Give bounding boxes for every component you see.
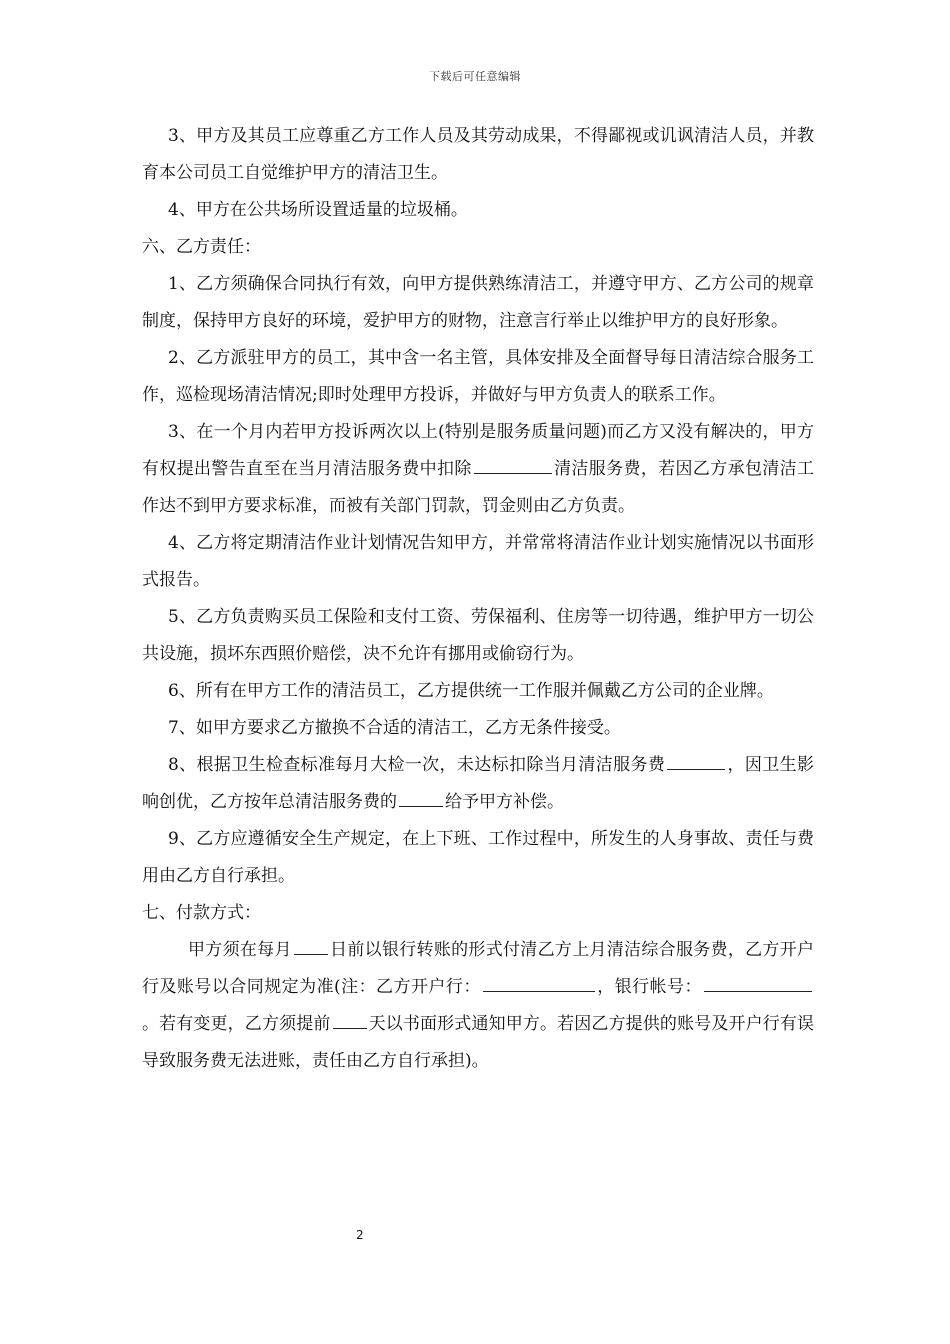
- clause-7-part-a: 甲方须在每月: [188, 940, 292, 960]
- clause-7-part-b: 日前以银行转账的形式付清乙方上月清洁综合服务费，乙方开户行及账号以合同规定为准(注：乙方开户行：: [142, 940, 814, 997]
- clause-6-3-part-b: 清洁服务费，若因乙方承包清洁工作达不到甲方要求标准，而被有关部门罚款，罚金则由乙方负责。: [142, 459, 815, 516]
- clause-7-part-e: 天以书面形式通知甲方。若因乙方提供的账号及开户行有误导致服务费无法进账，责任由乙方自行承担)。: [142, 1014, 815, 1071]
- fill-blank: [294, 953, 328, 955]
- clause-6-8-part-b: ，因卫生影响创优，乙方按年总清洁服务费的: [142, 755, 814, 812]
- clause-6-3-part-a: 3、在一个月内若甲方投诉两次以上(特别是服务质量问题)而乙方又没有解决的，甲方有权提出警告直至在当月清洁服务费中扣除: [142, 422, 814, 479]
- clause-6-5: 5、乙方负责购买员工保险和支付工资、劳保福利、住房等一切待遇，维护甲方一切公共设施，损坏东西照价赔偿，决不允许有挪用或偷窃行为。: [142, 607, 814, 664]
- clause-6-8-part-a: 8、根据卫生检查标准每月大检一次，未达标扣除当月清洁服务费: [168, 755, 666, 775]
- clause-5-3: 3、甲方及其员工应尊重乙方工作人员及其劳动成果，不得鄙视或讥讽清洁人员，并教育本公司员工自觉维护甲方的清洁卫生。: [142, 126, 814, 183]
- clause-6-6: 6、所有在甲方工作的清洁员工，乙方提供统一工作服并佩戴乙方公司的企业牌。: [168, 681, 774, 701]
- fill-blank: [474, 472, 552, 474]
- clause-7-part-c: ，银行帐号：: [596, 977, 703, 997]
- clause-6-4: 4、乙方将定期清洁作业计划情况告知甲方，并常常将清洁作业计划实施情况以书面形式报告。: [142, 533, 814, 590]
- clause-5-4: 4、甲方在公共场所设置适量的垃圾桶。: [168, 200, 468, 220]
- clause-7-part-d: 。若有变更，乙方须提前: [142, 1014, 331, 1034]
- clause-6-7: 7、如甲方要求乙方撤换不合适的清洁工，乙方无条件接受。: [168, 718, 621, 738]
- fill-blank: [667, 768, 725, 770]
- clause-6-3: [142, 414, 814, 525]
- clause-6-8: [142, 747, 814, 821]
- clause-6-9: 9、乙方应遵循安全生产规定，在上下班、工作过程中，所发生的人身事故、责任与费用由乙方自行承担。: [142, 829, 814, 886]
- clause-7-payment: [142, 932, 814, 1080]
- clause-6-1: 1、乙方须确保合同执行有效，向甲方提供熟练清洁工，并遵守甲方、乙方公司的规章制度，保持甲方良好的环境，爱护甲方的财物，注意言行举止以维护甲方的良好形象。: [142, 274, 814, 331]
- fill-blank: [704, 990, 812, 992]
- clause-6-8-part-c: 给予甲方补偿。: [445, 792, 564, 812]
- fill-blank: [399, 805, 443, 807]
- page-header-note: 下载后可任意编辑: [429, 70, 521, 83]
- clause-6-2: 2、乙方派驻甲方的员工，其中含一名主管，具体安排及全面督导每日清洁综合服务工作，巡检现场清洁情况;即时处理甲方投诉，并做好与甲方负责人的联系工作。: [142, 348, 814, 405]
- fill-blank: [333, 1027, 367, 1029]
- fill-blank: [483, 990, 595, 992]
- section-7-heading: 七、付款方式：: [142, 903, 261, 923]
- page-number: 2: [356, 1228, 364, 1242]
- document-body: [142, 118, 814, 1080]
- section-6-heading: 六、乙方责任：: [142, 237, 261, 257]
